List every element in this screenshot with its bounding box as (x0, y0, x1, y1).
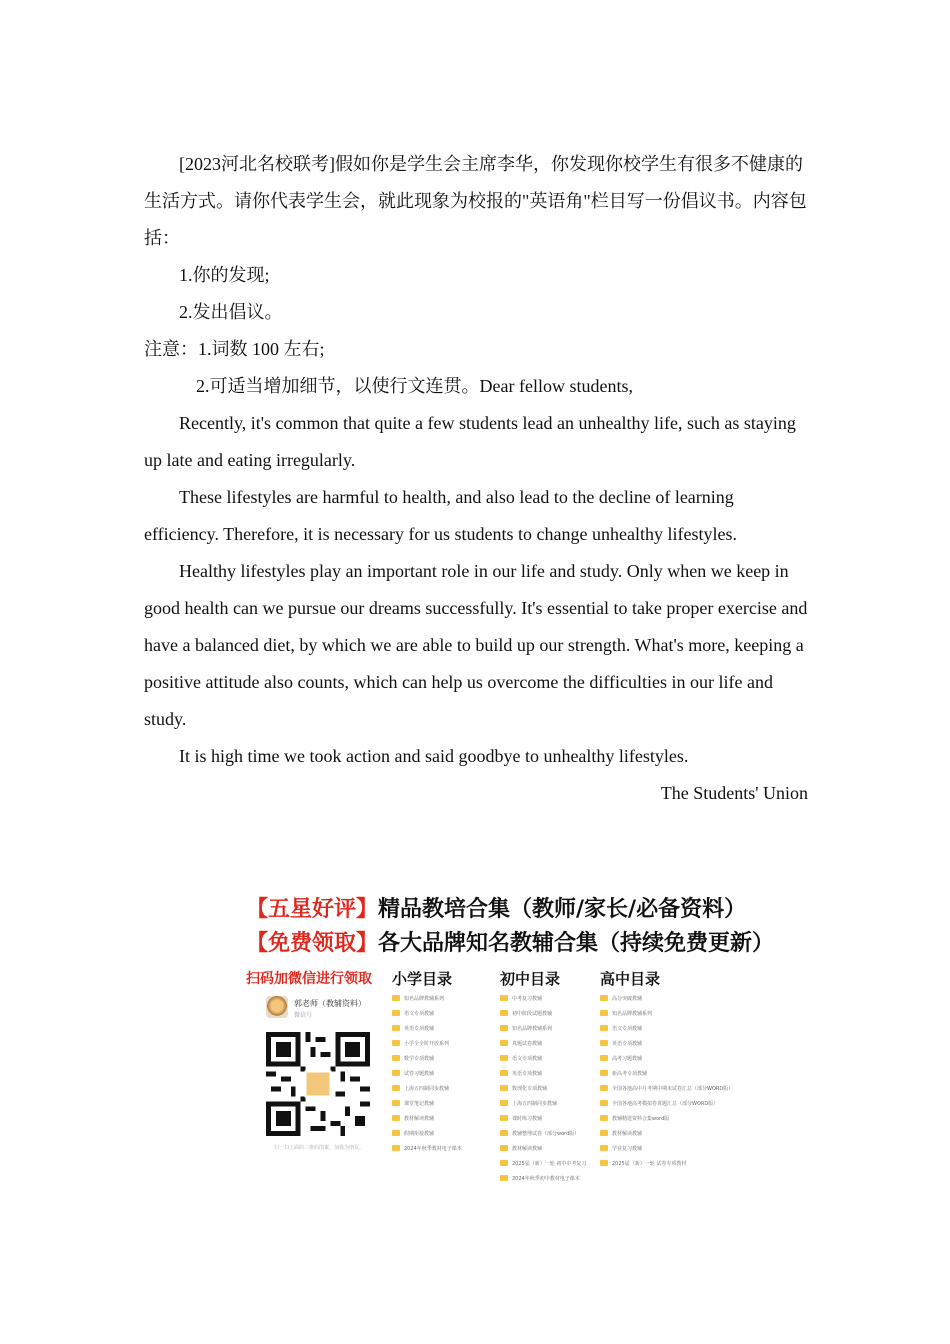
folder-icon (500, 1145, 508, 1151)
folder-icon (600, 1055, 608, 1061)
folder-icon (600, 1040, 608, 1046)
folder-label: 课堂笔记教辅 (404, 1101, 435, 1107)
folder-list-item[interactable] (500, 1115, 586, 1130)
folder-label: 英语专项教辅 (612, 1041, 643, 1047)
folder-label: 语文专项教辅 (612, 1026, 643, 1032)
folder-list-item[interactable] (392, 1055, 462, 1070)
folder-icon (600, 1100, 608, 1106)
folder-list-item[interactable] (500, 1130, 586, 1145)
folder-icon (500, 1025, 508, 1031)
folder-icon (392, 1055, 400, 1061)
folder-icon (600, 995, 608, 1001)
folder-icon (600, 1145, 608, 1151)
contact-name: 郭老师（教辅资料） (294, 999, 366, 1008)
folder-label: 上海五四制同步教辅 (404, 1086, 450, 1092)
folder-list-item[interactable] (392, 1085, 462, 1100)
folder-icon (500, 1115, 508, 1121)
folder-label: 语文专项教辅 (512, 1056, 543, 1062)
document-body (144, 146, 808, 812)
banner-line-2 (246, 926, 774, 957)
folder-label: 学业复习教辅 (612, 1146, 643, 1152)
column-title: 高中目录 (600, 970, 661, 988)
folder-icon (600, 1160, 608, 1166)
folder-list-item[interactable] (600, 1100, 733, 1115)
folder-list-item[interactable] (500, 1055, 586, 1070)
folder-icon (500, 995, 508, 1001)
folder-list-item[interactable] (600, 1130, 733, 1145)
folder-list-item[interactable] (392, 1115, 462, 1130)
column-title: 小学目录 (392, 970, 453, 988)
folder-list-item[interactable] (392, 1145, 462, 1160)
folder-icon (600, 1085, 608, 1091)
folder-list-item[interactable] (500, 1145, 586, 1160)
folder-label: 数学专项教辅 (404, 1056, 435, 1062)
folder-icon (600, 1115, 608, 1121)
folder-icon (500, 1160, 508, 1166)
folder-list-item[interactable] (392, 1025, 462, 1040)
folder-list-item[interactable] (500, 1040, 586, 1055)
folder-icon (392, 1115, 400, 1121)
banner-line-2-black: 各大品牌知名教辅合集（持续免费更新） (378, 931, 775, 956)
folder-icon (600, 1025, 608, 1031)
folder-label: 教辅精选资料合集word版 (612, 1116, 670, 1122)
folder-icon (392, 1025, 400, 1031)
folder-icon (392, 995, 400, 1001)
folder-icon (392, 1100, 400, 1106)
folder-icon (392, 1145, 400, 1151)
folder-label: 知名品牌教辅系列 (404, 996, 445, 1002)
folder-icon (392, 1040, 400, 1046)
column-junior (500, 968, 586, 1190)
content-point-1: 1.你的发现; (179, 265, 270, 285)
folder-icon (600, 1010, 608, 1016)
folder-label: 英语专项教辅 (512, 1071, 543, 1077)
folder-label: 初中阶段试题教辅 (512, 1011, 553, 1017)
folder-icon (600, 1070, 608, 1076)
folder-label: 知名品牌教辅系列 (612, 1011, 653, 1017)
scan-instruction: 扫码加微信进行领取 (246, 971, 372, 987)
folder-icon (500, 1010, 508, 1016)
folder-list-item[interactable] (392, 1070, 462, 1085)
content-point-2: 2.发出倡议。 (179, 302, 283, 322)
folder-label: 2024年秋季教材电子课本 (404, 1146, 462, 1152)
folder-list-item[interactable] (600, 1040, 733, 1055)
folder-list-item[interactable] (600, 1085, 733, 1100)
note-1: 注意：1.词数 100 左右; (144, 339, 325, 359)
folder-label: 英语专项教辅 (404, 1026, 435, 1032)
folder-label: 2025届（新）一轮 初中中考复习 (512, 1161, 587, 1167)
essay-paragraph-4: It is high time we took action and said goodbye to unhealthy lifestyles. (179, 746, 689, 766)
folder-icon (392, 1010, 400, 1016)
qr-code-icon[interactable] (266, 1032, 370, 1136)
folder-label: 知名品牌教辅系列 (512, 1026, 553, 1032)
folder-list-item[interactable] (600, 1160, 733, 1175)
column-primary (392, 968, 462, 1160)
note-2-and-greeting: 2.可适当增加细节，以使行文连贯。Dear fellow students, (196, 376, 633, 396)
folder-label: 教材解读教辅 (512, 1146, 543, 1152)
folder-list-item[interactable] (392, 1040, 462, 1055)
folder-list-item[interactable] (500, 995, 586, 1010)
folder-list-item[interactable] (500, 1010, 586, 1025)
contact-subtitle: 微信号 (294, 1012, 313, 1019)
folder-label: 课时练习教辅 (512, 1116, 543, 1122)
banner-line-2-red: 【免费领取】 (246, 931, 379, 956)
folder-label: 试卷习题教辅 (404, 1071, 435, 1077)
folder-label: 全国各地高中月考期中期末试卷汇总（部分WORD版） (612, 1086, 734, 1092)
folder-list-item[interactable] (500, 1175, 586, 1190)
folder-list-item[interactable] (600, 1145, 733, 1160)
folder-list-item[interactable] (600, 1055, 733, 1070)
column-senior (600, 968, 733, 1175)
prompt-paragraph: [2023河北名校联考]假如你是学生会主席李华，你发现你校学生有很多不健康的生活方式。请你代表学生会，就此现象为校报的"英语角"栏目写一份倡议书。内容包括： (144, 154, 807, 248)
folder-label: 语文专项教辅 (404, 1011, 435, 1017)
qr-note: 扫一扫上面的二维码图案，加我为朋友。 (274, 1145, 365, 1151)
folder-label: 高分突破教辅 (612, 996, 643, 1002)
folder-list-item[interactable] (600, 995, 733, 1010)
folder-label: 教辅整理试卷（部分word版） (512, 1131, 580, 1137)
folder-label: 高考习题教辅 (612, 1056, 643, 1062)
folder-list-item[interactable] (500, 1070, 586, 1085)
essay-paragraph-2: These lifestyles are harmful to health, and also lead to the decline of learning efficiency. Therefore, it is necessary for us students to change unhealthy lifestyles. (144, 487, 737, 544)
folder-icon (392, 1130, 400, 1136)
folder-icon (600, 1130, 608, 1136)
folder-list-item[interactable] (600, 1010, 733, 1025)
folder-label: 小学全全阶开放系列 (404, 1041, 450, 1047)
folder-list-item[interactable] (392, 1100, 462, 1115)
folder-icon (500, 1070, 508, 1076)
folder-icon (500, 1130, 508, 1136)
folder-label: 中考复习教辅 (512, 996, 543, 1002)
banner-line-1-black: 精品教培合集（教师/家长/必备资料） (378, 897, 747, 922)
column-title: 初中目录 (500, 970, 561, 988)
folder-list-item[interactable] (392, 1130, 462, 1145)
folder-icon (500, 1100, 508, 1106)
folder-label: 全国各地高考模拟卷真题汇总（部分WORD版） (612, 1101, 719, 1107)
folder-list-item[interactable] (392, 1010, 462, 1025)
banner-line-1-red: 【五星好评】 (246, 897, 379, 922)
folder-list-item[interactable] (600, 1070, 733, 1085)
folder-label: 假期衔接教辅 (404, 1131, 435, 1137)
folder-label: 数理化专项教辅 (512, 1086, 548, 1092)
folder-list-item[interactable] (500, 1025, 586, 1040)
essay-paragraph-1: Recently, it's common that quite a few students lead an unhealthy life, such as staying up late and eating irregularly. (144, 413, 796, 470)
folder-label: 教材解读教辅 (404, 1116, 435, 1122)
folder-icon (392, 1070, 400, 1076)
folder-list-item[interactable] (600, 1025, 733, 1040)
banner-line-1 (246, 892, 746, 923)
folder-label: 教材解读教辅 (612, 1131, 643, 1137)
folder-label: 新高考专项教辅 (612, 1071, 648, 1077)
folder-label: 2025届（新）一轮 试卷专项教材 (612, 1161, 687, 1167)
folder-icon (500, 1040, 508, 1046)
folder-list-item[interactable] (500, 1100, 586, 1115)
folder-label: 2024年秋季初中教材电子课本 (512, 1176, 580, 1182)
avatar (266, 996, 288, 1018)
folder-label: 上海五四制同步教辅 (512, 1101, 558, 1107)
promo-banner (246, 886, 775, 1182)
folder-icon (500, 1085, 508, 1091)
essay-paragraph-3: Healthy lifestyles play an important role in our life and study. Only when we keep in good health can we pursue our dreams successfully. It's essential to take proper exercise and have a balanced diet, by which we are able to build up our strength. What's more, keeping a positive attitude also counts, which can help us overcome the difficulties in our life and study. (144, 561, 808, 729)
folder-list-item[interactable] (392, 995, 462, 1010)
folder-list-item[interactable] (500, 1085, 586, 1100)
folder-icon (392, 1085, 400, 1091)
folder-list-item[interactable] (500, 1160, 586, 1175)
folder-icon (500, 1055, 508, 1061)
folder-icon (500, 1175, 508, 1181)
folder-label: 真题试卷教辅 (512, 1041, 543, 1047)
folder-list-item[interactable] (600, 1115, 733, 1130)
signature: The Students' Union (660, 783, 808, 803)
